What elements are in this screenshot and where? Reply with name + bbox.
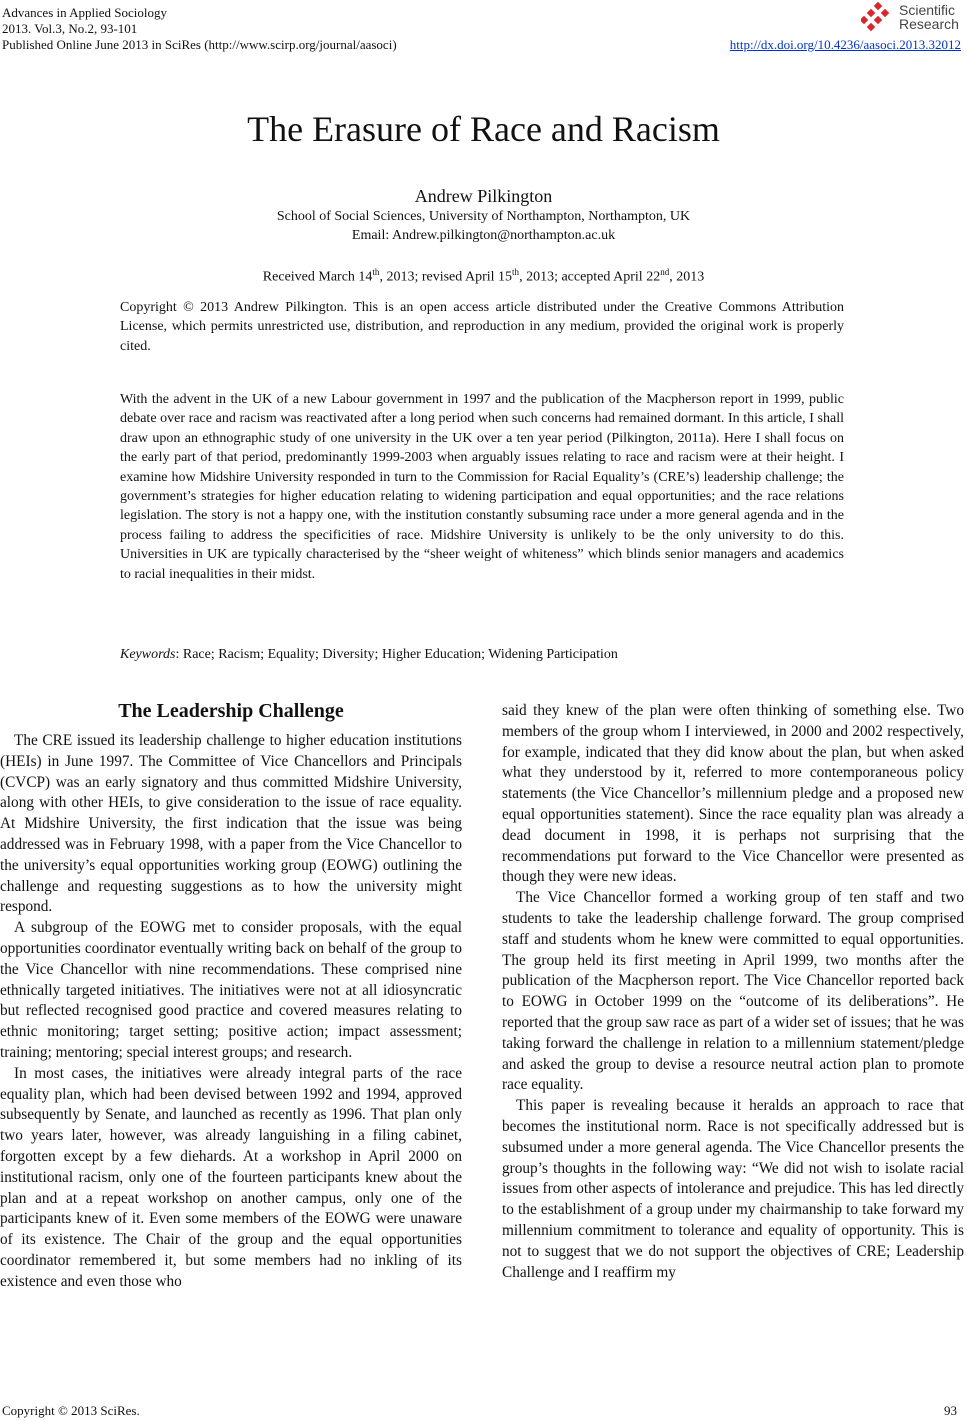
paragraph: A subgroup of the EOWG met to consider proposals, with the equal opportunities coordinator eventually writing back on behalf of the group to the Vice Chancellor with nine recommendations. These comprised nine ethnically targeted initiatives. The initiatives were not at all idiosyncratic but reflected recognised good practice and covered measures relating to ethnic monitoring; target setting; positive action; impact assessment; training; mentoring; special interest groups; and research. <box>0 919 462 1061</box>
article-title: The Erasure of Race and Racism <box>247 109 720 149</box>
abstract: With the advent in the UK of a new Labour government in 1997 and the publication of the Macpherson report in 1999, public debate over race and racism was reactivated after a long period when such concerns had remained dormant. In this article, I shall draw upon an ethnographic study of one university in the UK over a ten year period (Pilkington, 2011a). Here I shall focus on the early part of that period, predominantly 1999-2003 when arguably issues relating to race and racism were at their height. I examine how Midshire University responded in turn to the Commission for Racial Equality’s (CRE’s) leadership challenge; the government’s strategies for higher education relating to widening participation and equal opportunities; and the race relations legislation. The story is not a happy one, with the institution constantly subsuming race under a more general agenda and in the process failing to address the specificities of race. Midshire University is unlikely to be the only university to do this. Universities in UK are typically characterised by the “sheer weight of whiteness” which blinds senior managers and academics to racial inequalities in their midst. <box>120 392 844 582</box>
logo-text: Scientific Research <box>899 2 959 32</box>
copyright-notice: Copyright © 2013 Andrew Pilkington. This is an open access article distributed under the Creative Commons Attribution License, which permits unrestricted use, distribution, and reproduction in any medium, provided the original work is properly cited. <box>120 300 844 354</box>
page-number: 93 <box>944 1403 957 1418</box>
journal-name: Advances in Applied Sociology <box>2 5 168 20</box>
paragraph: In most cases, the initiatives were already integral parts of the race equality plan, which had been devised between 1992 and 1994, approved subsequently by Senate, and launched as recently as 1996. That plan only two years later, however, was already languishing in a filing cabinet, forgotten except by a few diehards. At a workshop in April 2000 on institutional racism, only one of the fourteen participants knew about the plan and at a repeat workshop on another campus, only one of the participants knew of it. Even some members of the EOWG were unaware of its existence. The Chair of the group and the equal opportunities coordinator remembered it, but some members had no inkling of its existence and even those who <box>0 1064 462 1290</box>
scientific-research-logo <box>861 0 961 34</box>
received-dates: Received March 14th, 2013; revised April 15th, 2013; accepted April 22nd, 2013 <box>262 267 705 285</box>
footer-copyright: Copyright © 2013 SciRes. <box>2 1403 140 1418</box>
left-column <box>0 697 462 1293</box>
paragraph: This paper is revealing because it heralds an approach to race that becomes the institutional norm. Race is not specifically addressed but is subsumed under a more general agenda. The Vice Chancellor presents the group’s thoughts in the following way: “We did not wish to isolate racial issues from other aspects of intolerance and prejudice. This has led directly to the establishment of a group under my chairmanship to take forward my millennium commitment to tolerance and equality of opportunity. This is not to suggest that we do not support the objectives of CRE; Leadership Challenge and I reaffirm my <box>502 1097 964 1281</box>
doi-link[interactable]: http://dx.doi.org/10.4236/aasoci.2013.32012 <box>729 37 961 52</box>
paragraph: The CRE issued its leadership challenge to higher education institutions (HEIs) in June 1997. The Committee of Vice Chancellors and Principals (CVCP) was an early signatory and thus committed Midshire University, along with other HEIs, to give consideration to the issue of race equality. At Midshire University, the first indication that the issue was being addressed was in February 1998, with a paper from the Vice Chancellor to the university’s equal opportunities working group (EOWG) outlining the challenge and requesting suggestions as to how the university might respond. <box>0 732 462 916</box>
journal-volume: 2013. Vol.3, No.2, 93-101 <box>2 21 138 36</box>
logo-mark-icon <box>861 2 895 32</box>
keywords-label: Keywords <box>120 647 176 662</box>
paragraph: The Vice Chancellor formed a working group of ten staff and two students to take the leadership challenge forward. The group comprised staff and students whom he knew were committed to equal opportunities. The group held its first meeting in April 1999, two months after the publication of the Macpherson report. The Vice Chancellor reported back to EOWG in October 1999 on the “outcome of its deliberations”. He reported that the group saw race as part of a wider set of issues; that he was taking forward the challenge in relation to a millennium statement/pledge and asked the group to devise a resource neutral action plan to promote race equality. <box>502 889 964 1094</box>
keywords-list: : Race; Racism; Equality; Diversity; Higher Education; Widening Participation <box>175 647 618 662</box>
publication-info: Published Online June 2013 in SciRes (http://www.scirp.org/journal/aasoci) <box>2 37 397 52</box>
keywords <box>120 645 844 664</box>
right-column <box>502 701 964 1283</box>
journal-info <box>2 5 397 53</box>
author-affiliation: School of Social Sciences, University of Northampton, Northampton, UK <box>276 209 691 224</box>
author-name: Andrew Pilkington <box>414 186 553 206</box>
section-heading: The Leadership Challenge <box>118 700 344 722</box>
author-email: Email: Andrew.pilkington@northampton.ac.uk <box>351 228 616 243</box>
paragraph: said they knew of the plan were often thinking of something else. Two members of the group whom I interviewed, in 2000 and 2002 respectively, for example, indicated that they did know about the plan, but when asked what they understood by it, referred to more contemporaneous policy statements (the Vice Chancellor’s millennium pledge and a proposed new equal opportunities statement). Since the race equality plan was already a dead document in 1998, it is perhaps not surprising that the recommendations put forward to the Vice Chancellor were presented as though they were new ideas. <box>502 702 964 886</box>
